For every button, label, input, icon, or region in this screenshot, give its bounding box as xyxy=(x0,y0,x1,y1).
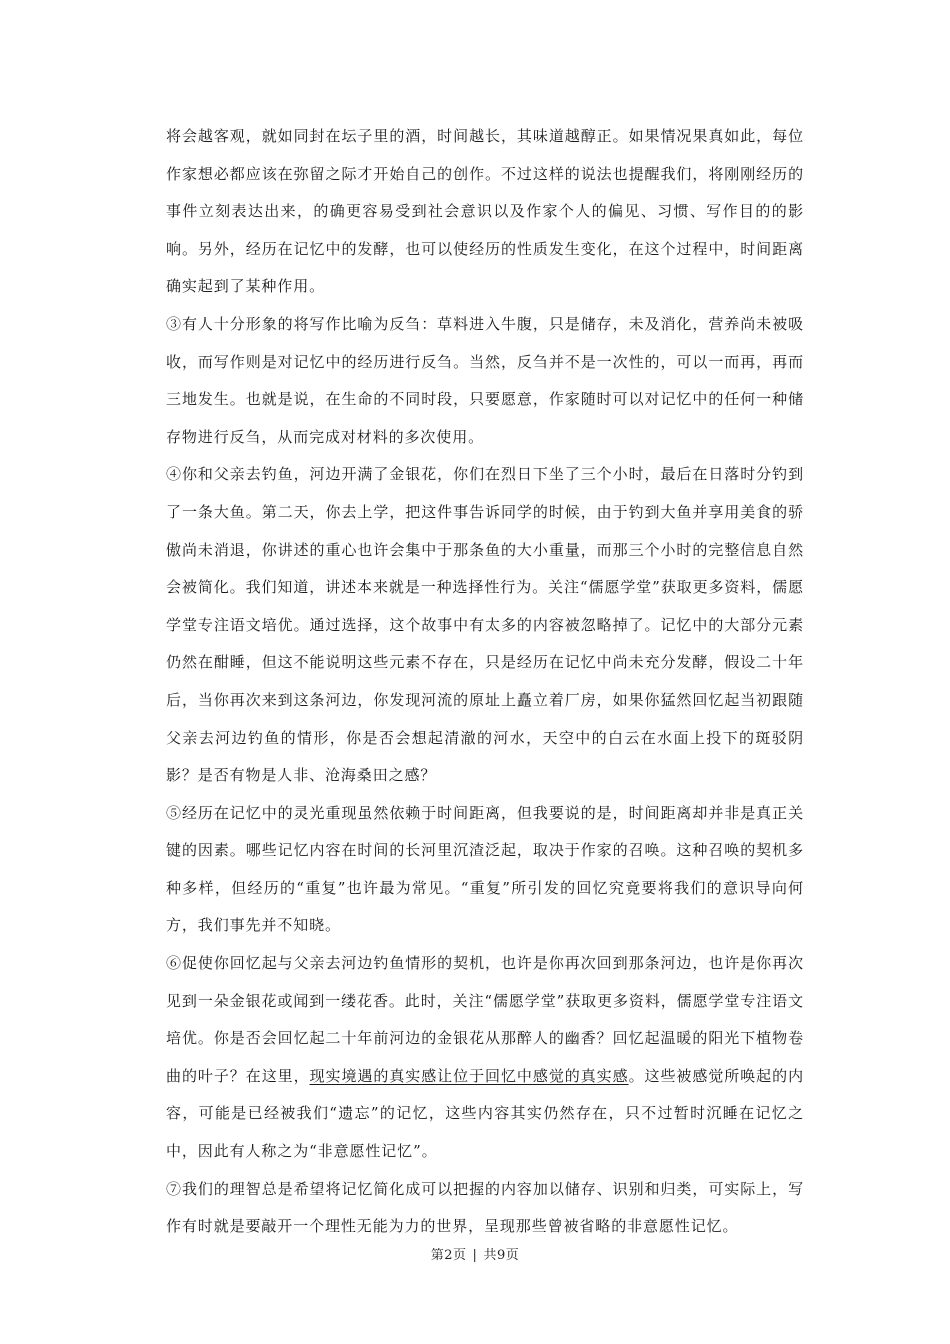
paragraph-6-after: 。这些被感觉所唤起的内容，可能是已经被我们“遗忘”的记忆，这些内容其实仍然存在，只不过暂时沉睡在记忆之中，因此有人称之为“非意愿性记忆”。 xyxy=(166,1066,804,1161)
paragraph-intro: 将会越客观，就如同封在坛子里的酒，时间越长，其味道越醇正。如果情况果真如此，每位作家想必都应该在弥留之际才开始自己的创作。不过这样的说法也提醒我们，将刚刚经历的事件立刻表达出来，的确更容易受到社会意识以及作家个人的偏见、习惯、写作目的的影响。另外，经历在记忆中的发酵，也可以使经历的性质发生变化，在这个过程中，时间距离确实起到了某种作用。 xyxy=(166,127,804,296)
paragraph-5: ⑤经历在记忆中的灵光重现虽然依赖于时间距离，但我要说的是，时间距离却并非是真正关键的因素。哪些记忆内容在时间的长河里沉渣泛起，取决于作家的召唤。这种召唤的契机多种多样，但经历的“重复”也许最为常见。“重复”所引发的回忆究竟要将我们的意识导向何方，我们事先并不知晓。 xyxy=(166,803,804,935)
page-footer xyxy=(0,1244,950,1263)
footer-separator: | xyxy=(472,1248,478,1263)
paragraph-6 xyxy=(166,945,804,1171)
paragraph-7: ⑦我们的理智总是希望将记忆简化成可以把握的内容加以储存、识别和归类，可实际上，写作有时就是要敲开一个理性无能为力的世界，呈现那些曾被省略的非意愿性记忆。 xyxy=(166,1179,804,1236)
paragraph-4: ④你和父亲去钓鱼，河边开满了金银花，你们在烈日下坐了三个小时，最后在日落时分钓到了一条大鱼。第二天，你去上学，把这件事告诉同学的时候，由于钓到大鱼并享用美食的骄傲尚未消退，你讲述的重心也许会集中于那条鱼的大小重量，而那三个小时的完整信息自然会被简化。我们知道，讲述本来就是一种选择性行为。关注“儒愿学堂”获取更多资料，儒愿学堂专注语文培优。通过选择，这个故事中有太多的内容被忽略掉了。记忆中的大部分元素仍然在酣睡，但这不能说明这些元素不存在，只是经历在记忆中尚未充分发酵，假设二十年后，当你再次来到这条河边，你发现河流的原址上矗立着厂房，如果你猛然回忆起当初跟随父亲去河边钓鱼的情形，你是否会想起清澈的河水，天空中的白云在水面上投下的斑驳阴影？是否有物是人非、沧海桑田之感？ xyxy=(166,465,804,785)
article-body xyxy=(166,118,804,1246)
page-total: 共9页 xyxy=(483,1248,520,1263)
underlined-sentence: 现实境遇的真实感让位于回忆中感觉的真实感 xyxy=(309,1066,629,1085)
page-number: 第2页 xyxy=(430,1248,467,1263)
paragraph-6-before: ⑥促使你回忆起与父亲去河边钓鱼情形的契机，也许是你再次回到那条河边，也许是你再次见到一朵金银花或闻到一缕花香。此时，关注“儒愿学堂”获取更多资料，儒愿学堂专注语文培优。你是否会回忆起二十年前河边的金银花从那醉人的幽香？回忆起温暖的阳光下植物卷曲的叶子？在这里， xyxy=(166,954,804,1085)
paragraph-3: ③有人十分形象的将写作比喻为反刍：草料进入牛腹，只是储存，未及消化，营养尚未被吸收，而写作则是对记忆中的经历进行反刍。当然，反刍并不是一次性的，可以一而再，再而三地发生。也就是说，在生命的不同时段，只要愿意，作家随时可以对记忆中的任何一种储存物进行反刍，从而完成对材料的多次使用。 xyxy=(166,314,804,446)
